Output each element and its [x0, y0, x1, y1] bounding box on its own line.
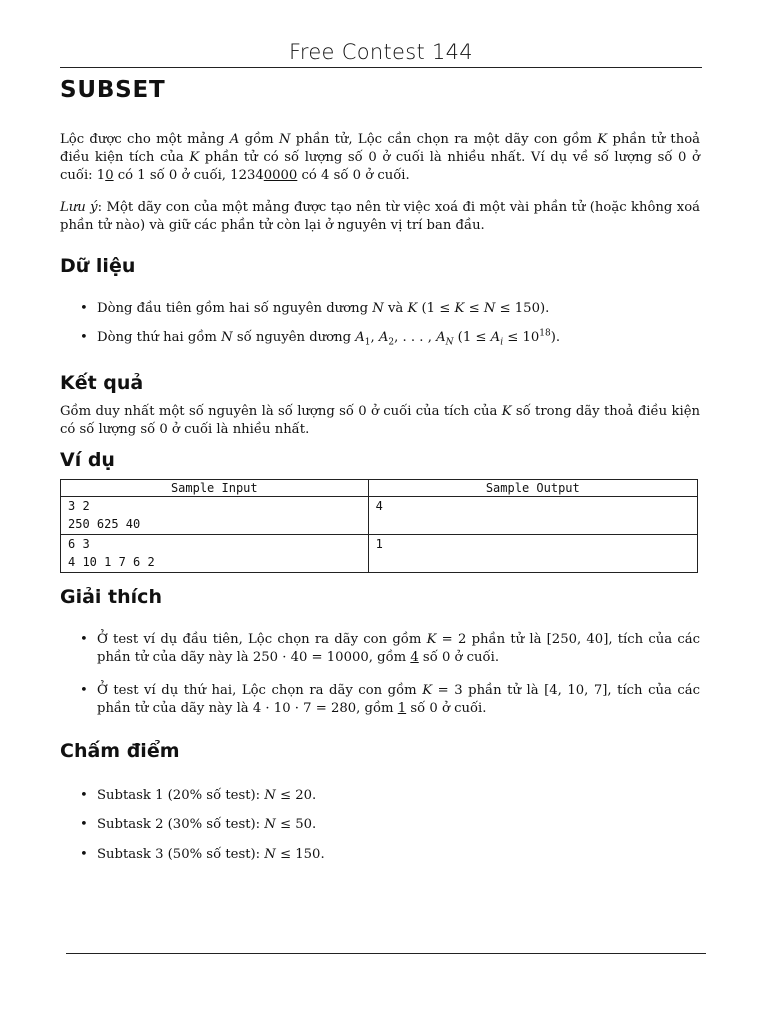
problem-statement: Lộc được cho một mảng A gồm N phần tử, Lộc cần chọn ra một dãy con gồm K phần tử thoả điều kiện tích của K phần tử có số lượng số 0 ở cuối là nhiều nhất. Ví dụ về số lượng số 0 ở cuối: 10 có 1 số 0 ở cuối, 12340000 có 4 số 0 ở cuối.: [60, 132, 700, 183]
sample-output-cell: 4: [368, 497, 697, 535]
bullet-icon: •: [80, 817, 88, 832]
input-line-2: • Dòng thứ hai gồm N số nguyên dương $A_1$, $A_2$, . . . , $A_N$ $(1 \le A_i \le 10^{18})$.: [80, 328, 561, 348]
table-row: [61, 497, 698, 535]
bullet-icon: •: [80, 788, 88, 803]
sample-table: [60, 479, 698, 573]
section-heading-input: Dữ liệu: [60, 255, 136, 277]
sample-input-header: Sample Input: [61, 480, 369, 497]
bullet-icon: •: [80, 632, 88, 647]
input-line-1: • Dòng đầu tiên gồm hai số nguyên dương N và K (1 ≤ K ≤ N ≤ 150).: [80, 301, 550, 316]
problem-title: SUBSET: [60, 77, 166, 103]
sample-input-cell: 3 2 250 625 40: [61, 497, 369, 535]
note-label: Lưu ý: [60, 200, 98, 215]
footer-rule: [66, 953, 706, 954]
header-rule: [60, 67, 702, 68]
bullet-icon: •: [80, 301, 88, 316]
sample-table-header: [61, 480, 698, 497]
contest-title: Free Contest 144: [289, 40, 473, 64]
explanation-item-1: • Ở test ví dụ đầu tiên, Lộc chọn ra dãy con gồm K = 2 phần tử là [250, 40], tích của các phần tử của dãy này là 250 · 40 = 10000, gồm 4 số 0 ở cuối.: [80, 632, 701, 665]
problem-note: Lưu ý: Một dãy con của một mảng được tạo nên từ việc xoá đi một vài phần tử (hoặc không xoá phần tử nào) và giữ các phần tử còn lại ở nguyên vị trí ban đầu.: [60, 200, 700, 233]
table-row: [61, 535, 698, 573]
subtask-item: • Subtask 1 (20% số test): N ≤ 20.: [80, 788, 317, 803]
section-heading-output: Kết quả: [60, 372, 144, 394]
section-heading-example: Ví dụ: [60, 449, 115, 471]
explanation-item-2: • Ở test ví dụ thứ hai, Lộc chọn ra dãy con gồm K = 3 phần tử là [4, 10, 7], tích của các phần tử của dãy này là 4 · 10 · 7 = 280, gồm 1 số 0 ở cuối.: [80, 683, 700, 716]
bullet-icon: •: [80, 847, 88, 862]
sample-output-cell: 1: [368, 535, 697, 573]
section-heading-scoring: Chấm điểm: [60, 740, 180, 762]
subtask-item: • Subtask 3 (50% số test): N ≤ 150.: [80, 847, 325, 862]
output-description: Gồm duy nhất một số nguyên là số lượng số 0 ở cuối của tích của K số trong dãy thoả điều kiện có số lượng số 0 ở cuối là nhiều nhất.: [60, 404, 700, 437]
bullet-icon: •: [80, 683, 88, 698]
section-heading-explanation: Giải thích: [60, 586, 162, 608]
bullet-icon: •: [80, 330, 88, 345]
sample-output-header: Sample Output: [368, 480, 697, 497]
sample-input-cell: 6 3 4 10 1 7 6 2: [61, 535, 369, 573]
subtask-item: • Subtask 2 (30% số test): N ≤ 50.: [80, 817, 317, 832]
